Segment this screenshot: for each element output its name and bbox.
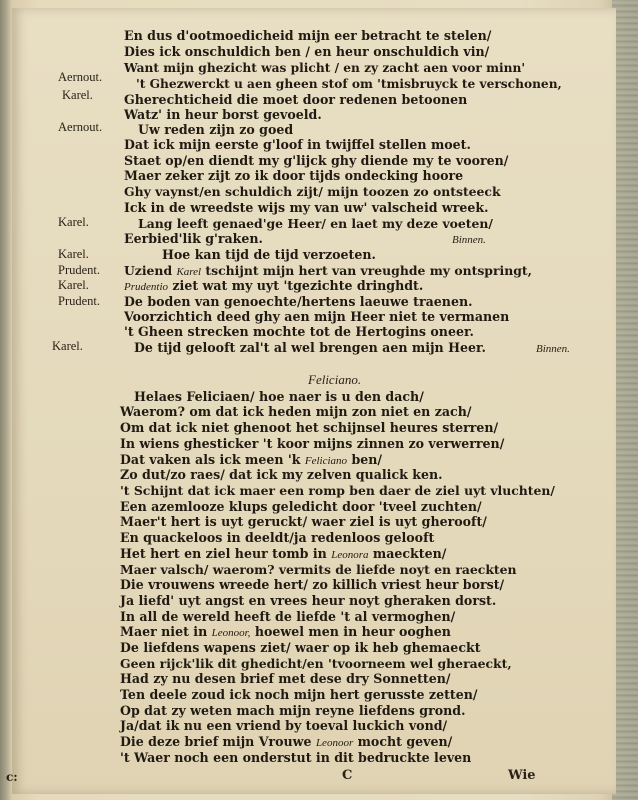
stage-direction: Binnen. [452, 234, 486, 246]
text-line: Uziend Karel tschijnt mijn hert van vreughde my ontspringt, [124, 263, 532, 278]
speaker-label: Aernout. [58, 120, 103, 134]
speaker-label: Aernout. [58, 70, 103, 84]
text-line: 't Gheen strecken mochte tot de Hertogins oneer. [124, 324, 474, 339]
text-line: Helaes Feliciaen/ hoe naer is u den dach/ [134, 389, 424, 404]
text-line: Waerom? om dat ick heden mijn zon niet en zach/ [120, 404, 472, 419]
text-line: 't Schijnt dat ick maer een romp ben daer de ziel uyt vluchten/ [120, 483, 555, 498]
text-line: 't Waer noch een onderstut in dit bedruckte leven [120, 750, 472, 765]
speaker-label: Prudent. [58, 263, 101, 277]
text-line: De liefdens wapens ziet/ waer op ik heb ghemaeckt [120, 640, 481, 655]
margin-mark: c: [6, 770, 18, 784]
text-line: Om dat ick niet ghenoot het schijnsel heures sterren/ [120, 420, 499, 435]
text-line: Watz' in heur borst gevoeld. [124, 107, 322, 122]
text-line: Ghy vaynst/en schuldich zijt/ mijn toozen zo ontsteeck [124, 184, 501, 199]
text-line: Had zy nu desen brief met dese dry Sonnetten/ [120, 671, 451, 686]
speaker-label: Karel. [62, 88, 93, 102]
text-line: Dat ick mijn eerste g'loof in twijffel stellen moet. [124, 137, 471, 152]
text-line: En quackeloos in deeldt/ja redenloos gelooft [120, 530, 435, 545]
speaker-label: Karel. [58, 278, 89, 292]
text-line: Eerbied'lik g'raken. [124, 231, 263, 246]
text-line: In wiens ghesticker 't koor mijns zinnen zo verwerren/ [120, 436, 505, 451]
text-line: Staet op/en diendt my g'lijck ghy diende my te vooren/ [124, 153, 509, 168]
text-line: Ick in de wreedste wijs my van uw' valscheid wreek. [124, 200, 489, 215]
speaker-label: Karel. [58, 215, 89, 229]
text-line: Maer valsch/ waerom? vermits de liefde noyt en raeckten [120, 562, 517, 577]
text-line: Zo dut/zo raes/ dat ick my zelven qualick ken. [120, 467, 443, 482]
text-line: Gherechticheid die moet door redenen betoonen [124, 92, 468, 107]
text-line: Prudentio ziet wat my uyt 'tgezichte dringhdt. [124, 278, 424, 293]
text-line: Ja/dat ik nu een vriend by toeval luckich vond/ [120, 718, 448, 733]
book-page [6, 8, 616, 794]
text-line: Want mijn ghezicht was plicht / en zy zacht aen voor minn' [124, 61, 526, 75]
text-line: Maer't hert is uyt geruckt/ waer ziel is uyt gherooft/ [120, 514, 487, 529]
text-line: Geen rijck'lik dit ghedicht/en 'tvoorneem wel gheraeckt, [120, 656, 512, 671]
speaker-label: Prudent. [58, 294, 101, 308]
text-line: Maer niet in Leonoor, hoewel men in heur ooghen [120, 624, 451, 639]
text-line: Uw reden zijn zo goed [138, 122, 294, 137]
text-line: Die deze brief mijn Vrouwe Leonoor mocht geven/ [120, 734, 453, 749]
stage-direction: Binnen. [536, 343, 570, 355]
text-line: Ja liefd' uyt angst en vrees heur noyt gheraken dorst. [120, 593, 497, 608]
text-line: Dies ick onschuldich ben / en heur onschuldich vin/ [124, 44, 490, 59]
text-line: De boden van genoechte/hertens laeuwe traenen. [124, 294, 473, 309]
catchword: Wie [508, 768, 536, 783]
text-line: In all de wereld heeft de liefde 't al vermoghen/ [120, 609, 456, 624]
signature-mark: C [342, 768, 353, 783]
speaker-label: Karel. [58, 247, 89, 261]
text-line: Op dat zy weten mach mijn reyne liefdens grond. [120, 703, 466, 718]
text-line: 't Ghezwerckt u aen gheen stof om 'tmisbruyck te verschonen, [136, 77, 562, 91]
text-line: De tijd gelooft zal't al wel brengen aen mijn Heer. [134, 340, 486, 355]
text-line: Het hert en ziel heur tomb in Leonora maeckten/ [120, 546, 447, 561]
text-line: Die vrouwens wreede hert/ zo killich vriest heur borst/ [120, 577, 505, 592]
text-line: Een azemlooze klups geledicht door 'tveel zuchten/ [120, 499, 482, 514]
scene-heading: Feliciano. [308, 372, 362, 387]
speaker-label: Karel. [52, 339, 83, 353]
text-line: Lang leeft genaed'ge Heer/ en laet my deze voeten/ [138, 216, 493, 231]
text-line: Hoe kan tijd de tijd verzoeten. [162, 247, 376, 262]
text-line: Dat vaken als ick meen 'k Feliciano ben/ [120, 452, 383, 467]
text-line: Voorzichtich deed ghy aen mijn Heer niet te vermanen [124, 309, 510, 324]
text-line: Maer zeker zijt zo ik door tijds ondecking hoore [124, 168, 464, 183]
text-line: En dus d'ootmoedicheid mijn eer betracht te stelen/ [124, 28, 492, 43]
text-line: Ten deele zoud ick noch mijn hert gerusste zetten/ [120, 687, 478, 702]
